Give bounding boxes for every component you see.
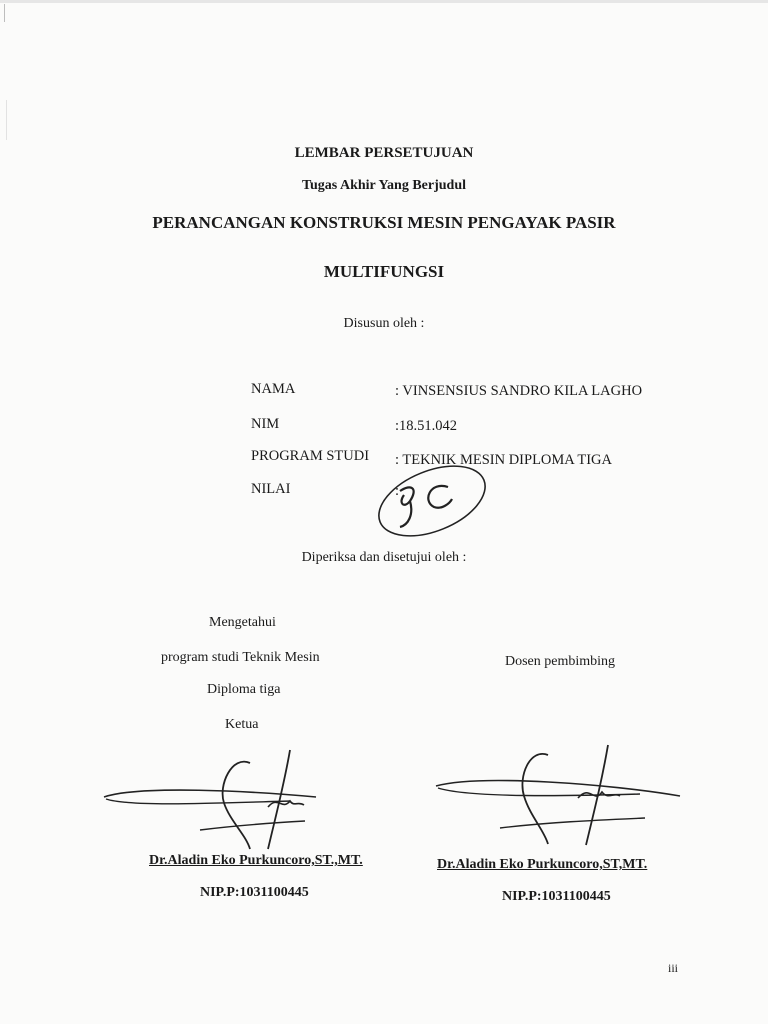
chair-name: Dr.Aladin Eko Purkuncoro,ST.,MT. xyxy=(149,853,363,868)
supervisor-signature xyxy=(430,740,690,850)
nim-label: NIM xyxy=(251,416,280,432)
program-label: PROGRAM STUDI xyxy=(251,448,370,464)
grade-label: NILAI xyxy=(251,481,291,497)
supervisor-name: Dr.Aladin Eko Purkuncoro,ST,MT. xyxy=(437,857,648,872)
grade-value: : xyxy=(395,483,400,499)
thesis-title-line1: PERANCANGAN KONSTRUKSI MESIN PENGAYAK PASIR xyxy=(152,213,616,232)
page-subheading: Tugas Akhir Yang Berjudul xyxy=(301,178,467,193)
supervisor-nip: NIP.P:1031100445 xyxy=(502,889,611,904)
nim-value: :18.51.042 xyxy=(395,418,458,434)
name-label: NAMA xyxy=(251,381,296,397)
checked-by-label: Diperiksa dan disetujui oleh : xyxy=(301,550,467,565)
chair-signature xyxy=(100,745,330,855)
scan-mark xyxy=(4,4,5,22)
program-value: : TEKNIK MESIN DIPLOMA TIGA xyxy=(395,452,612,468)
acknowledged-label: Mengetahui xyxy=(209,615,276,630)
prepared-by-label: Disusun oleh : xyxy=(343,316,425,331)
diploma-label: Diploma tiga xyxy=(207,682,281,697)
supervisor-label: Dosen pembimbing xyxy=(505,654,616,669)
name-value: : VINSENSIUS SANDRO KILA LAGHO xyxy=(395,383,643,399)
thesis-title-line2: MULTIFUNGSI xyxy=(323,262,445,281)
handwritten-grade-mark xyxy=(370,455,490,540)
chair-nip: NIP.P:1031100445 xyxy=(200,885,309,900)
page-heading: LEMBAR PERSETUJUAN xyxy=(294,145,474,161)
chair-label: Ketua xyxy=(225,717,259,732)
page-number: iii xyxy=(668,961,679,975)
study-program-label: program studi Teknik Mesin xyxy=(161,650,320,665)
scan-mark xyxy=(6,100,7,140)
page-top-edge xyxy=(0,0,768,3)
